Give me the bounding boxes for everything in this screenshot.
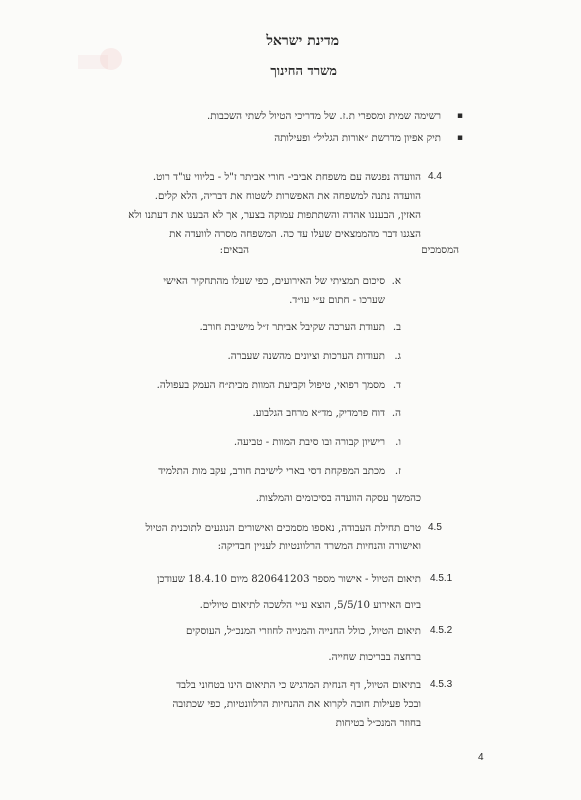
list-item-text: רישיון קבורה ובו סיבת המוות - טביעה. — [233, 437, 385, 448]
stamp-smudge — [78, 55, 108, 69]
subsection-line: ברחצה בבריכות שחייה. — [328, 652, 421, 663]
bullet-marker: ▪ — [456, 111, 463, 121]
subsection-line: ובכל פעילות חובה לקרוא את ההנחיות הרלוונטיות, כפי שכתובה — [172, 699, 421, 710]
subsection-line: בחוזר המנכ״ל בטיחות — [335, 718, 421, 729]
list-item-text: מכתב המפקחת דסי בארי לישיבת חורב, עקב מות התלמיד — [158, 466, 385, 477]
list-item-text: סיכום תמציתי של האירועים, כפי שעלו מהתחקיר האישי — [163, 276, 385, 287]
subsection-line: ביום האירוע 5/5/10, הוצא ע״י הלשכה לתיאום טיולים. — [199, 600, 421, 611]
list-item-label: ד. — [392, 380, 401, 391]
list-item-label: ג. — [394, 351, 401, 362]
list-item-text: דוח פרמדיק, מד״א מרחב הגלבוע. — [252, 408, 385, 419]
list-item-label: ב. — [392, 322, 401, 333]
page-number: 4 — [478, 752, 484, 763]
list-item-label: א. — [391, 276, 401, 287]
section-number: 4.4 — [428, 171, 442, 182]
subsection-line: תיאום הטיול - אישור מספר 820641203 מיום 18.4.10 שעודכן — [156, 574, 421, 585]
paragraph-line: הוועדה נתנה למשפחה את האפשרות לשטוח את דבריה, הלא קלים. — [154, 191, 421, 202]
document-title: מדינת ישראל — [266, 33, 339, 49]
list-item-label: ו. — [395, 437, 401, 448]
paragraph-line: האזין, הבעננו אהדה והשתתפות עמוקה בצער, אך לא הבענו את דעתנו ולא — [128, 210, 421, 221]
paragraph-line: הוועדה נפגשה עם משפחת אביבי- חורי אביתר ז"ל - בליווי עו"ד רוט. — [152, 172, 421, 183]
subsection-number: 4.5.2 — [430, 625, 453, 636]
paragraph-line: טרם תחילת העבודה, נאספו מסמכים ואישורים הנוגעים לתוכנית הטיול — [145, 523, 421, 534]
bullet-marker: ▪ — [456, 133, 463, 143]
bullet-item: רשימה שמית ומספרי ת.ז. של מדריכי הטיול לשתי השכבות. — [207, 111, 441, 122]
list-item-label: ה. — [391, 408, 401, 419]
subsection-line: בתיאום הטיול, דף הנחית המדגיש כי התיאום הינו בטחוני בלבד — [176, 680, 421, 691]
section-number: 4.5 — [428, 522, 442, 533]
paragraph-line: הצגנו דבר מהממצאים שעלו עד כה. המשפחה מסרה לוועדה את — [169, 229, 421, 240]
bullet-item: תיק אפיון מדרשת ״אורות הגליל״ ופעילותה — [274, 133, 441, 144]
paragraph-line-end: הבאים: — [219, 245, 249, 256]
subsection-number: 4.5.3 — [430, 679, 453, 690]
list-item-text: תעודת הערכה שקיבל אביתר ז״ל מישיבת חורב. — [199, 322, 385, 333]
list-item-text: תעודות הערכות וציונים מהשנה שעברה. — [227, 351, 385, 362]
list-item-text: מסמך רפואי, טיפול וקביעת המוות מבית״ח העמק בעפולה. — [156, 380, 385, 391]
document-subtitle: משרד החינוך — [270, 64, 337, 79]
paragraph-closing: כהמשך עסקה הוועדה בסיכומים והמלצות. — [255, 493, 421, 504]
side-word: המסמכים — [421, 245, 459, 256]
paragraph-line: ואישורה והנחיות המשרד הרלוונטיות לעניין חבדיקה: — [217, 541, 421, 552]
list-item-label: ז. — [394, 466, 401, 477]
list-item-text: שערכו - חתום ע״י עו״ד. — [289, 295, 385, 306]
subsection-number: 4.5.1 — [430, 573, 453, 584]
subsection-line: תיאום הטיול, כולל החנייה והמנייה לחוזרי המנכ״ל, העוסקים — [186, 626, 421, 637]
